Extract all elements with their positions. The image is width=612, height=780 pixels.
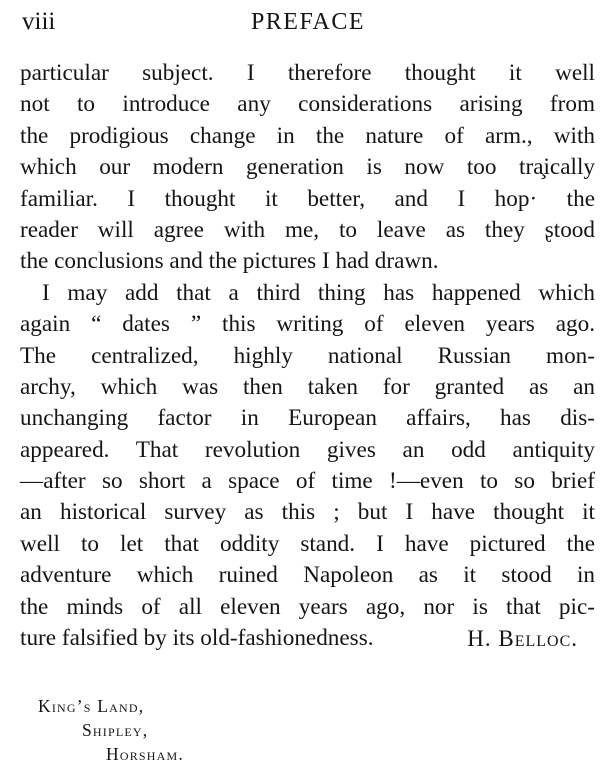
text-line: adventure which ruined Napoleon as it stood in <box>20 562 595 589</box>
page-number: viii <box>22 8 56 35</box>
text-line: well to let that oddity stand. I have pictured the <box>20 530 595 557</box>
running-title: PREFACE <box>250 9 366 35</box>
text-line: appeared. That revolution gives an odd antiquity <box>20 436 595 463</box>
address-line: King’s Land, <box>38 696 145 716</box>
author-address <box>38 694 184 766</box>
text-line: an historical survey as this ; but I have thought it <box>20 499 595 526</box>
text-line: archy, which was then taken for granted as an <box>20 373 595 400</box>
page-header <box>22 4 594 40</box>
text-line: again “ dates ” this writing of eleven years ago. <box>20 311 595 338</box>
address-line: Shipley, <box>82 720 149 740</box>
text-line: the prodigious change in the nature of arm., with <box>20 122 595 149</box>
text-line: unchanging factor in European affairs, has dis- <box>20 405 595 432</box>
text-line: which our modern generation is now too tra̧ically <box>20 154 595 181</box>
paragraph-end-line: ture falsified by its old-fashionedness. <box>20 625 374 652</box>
author-signature: H. Belloc. <box>467 626 578 651</box>
text-line: The centralized, highly national Russian mon- <box>20 342 595 369</box>
paragraph-end-line: the conclusions and the pictures I had drawn. <box>20 248 439 275</box>
text-line: not to introduce any considerations arising from <box>20 91 595 118</box>
text-line: particular subject. I therefore thought it well <box>20 60 595 86</box>
text-line: —after so short a space of time !—even to so brief <box>20 468 595 495</box>
paragraph-start-line: I may add that a third thing has happened which <box>42 279 595 306</box>
text-line: reader will agree with me, to leave as they ʂtood <box>20 216 595 243</box>
text-line: the minds of all eleven years ago, nor is that pic- <box>20 593 595 620</box>
address-line: Horsham. <box>106 744 184 764</box>
text-line: familiar. I thought it better, and I hop· the <box>20 185 595 212</box>
preface-body <box>20 58 595 654</box>
